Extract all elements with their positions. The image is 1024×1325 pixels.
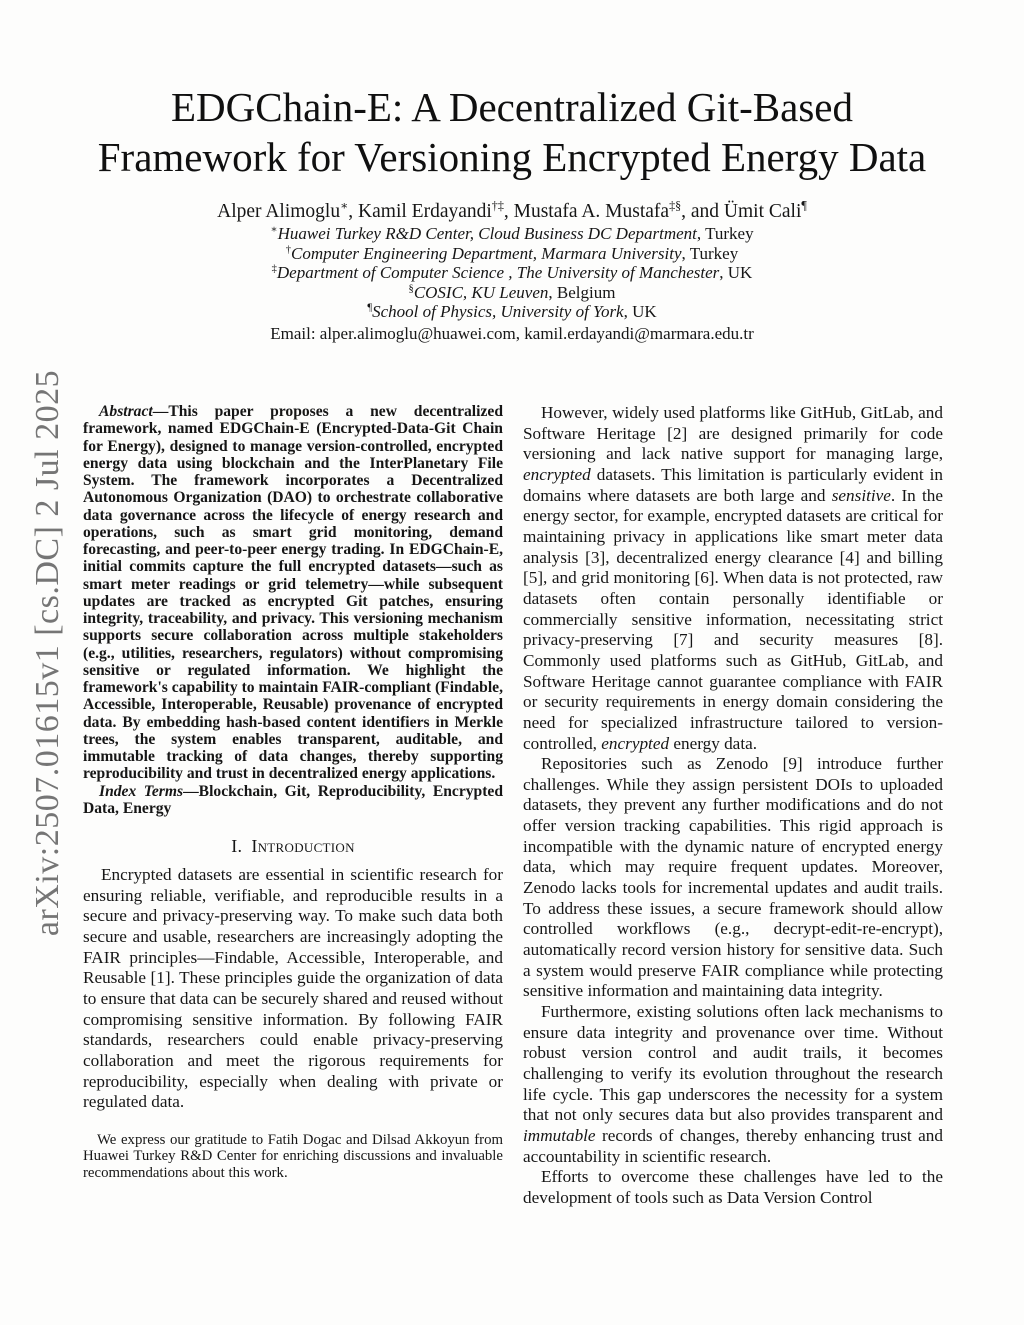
intro-paragraph-1: Encrypted datasets are essential in scientific research for ensuring reliable, verifiable, and reproducible results in a secure and privacy-preserving way. To make such data both secure and usable, researchers are increasingly adopting the FAIR principles—Findable, Accessible, Interoperable, and Reusable [1]. These principles guide the organization of data to ensure that data can be securely shared and reused without compromising sensitive information. By following FAIR standards, researchers could enable privacy-preserving collaboration and meet the rigorous requirements for reproducibility, especially when dealing with private or regulated data.	[83, 865, 503, 1112]
paper-title-line2: Framework for Versioning Encrypted Energy Data	[97, 134, 927, 180]
right-column	[523, 403, 943, 1209]
left-column	[83, 403, 503, 1196]
affiliation-manchester: ‡Department of Computer Science , The University of Manchester, UK	[271, 263, 753, 283]
authors-block	[0, 200, 1024, 344]
section-number: I.	[231, 836, 243, 856]
paper-title-line1: EDGChain-E: A Decentralized Git-Based	[171, 84, 853, 130]
section-heading-introduction	[83, 836, 503, 856]
acknowledgment-footnote: We express our gratitude to Fatih Dogac and Dilsad Akkoyun from Huawei Turkey R&D Center for enriching discussions and invaluable recommendations about this work.	[83, 1131, 503, 1182]
affiliation-kuleuven: §COSIC, KU Leuven, Belgium	[408, 282, 616, 302]
affiliation-york: ¶School of Physics, University of York, UK	[367, 302, 657, 322]
intro-paragraph-5: Efforts to overcome these challenges have led to the development of tools such as Data Version Control	[523, 1167, 943, 1207]
index-terms-paragraph: Index Terms—Blockchain, Git, Reproducibility, Encrypted Data, Energy	[83, 782, 503, 817]
abstract-paragraph: Abstract—This paper proposes a new decentralized framework, named EDGChain-E (Encrypted-Data-Git Chain for Energy), designed to manage version-controlled, encrypted energy data using blockchain and the InterPlanetary File System. The framework incorporates a Decentralized Autonomous Organization (DAO) to orchestrate collaborative data governance across the lifecycle of energy research and operations, such as smart grid monitoring, demand forecasting, and peer-to-peer energy trading. In EDGChain-E, initial commits capture the full encrypted datasets—such as smart meter readings or grid telemetry—while subsequent updates are tracked as encrypted Git patches, ensuring integrity, traceability, and privacy. This versioning mechanism supports secure collaboration across multiple stakeholders (e.g., utilities, researchers, regulators) without compromising sensitive or regulated information. We highlight the framework's capability to maintain FAIR-compliant (Findable, Accessible, Interoperable, Reusable) provenance of encrypted data. By embedding hash-based content identifiers in Merkle trees, the system enables transparent, auditable, and immutable tracking of data changes, thereby supporting reproducibility and trust in decentralized energy applications.	[83, 403, 503, 783]
intro-paragraph-3: Repositories such as Zenodo [9] introduce further challenges. While they assign persistent DOIs to uploaded datasets, they prevent any further modifications and do not offer version tracking capabilities. This rigid approach is incompatible with the dynamic nature of encrypted energy data, which may require frequent updates. Moreover, Zenodo lacks tools for incremental updates and audit trails. To address these issues, a secure framework should allow controlled workflows (e.g., decrypt-edit-re-encrypt), automatically record version history for sensitive data. Such a system would preserve FAIR compliance while protecting sensitive information and maintaining data integrity.	[523, 754, 943, 1001]
intro-paragraph-4: Furthermore, existing solutions often lack mechanisms to ensure data integrity and provenance over time. Without robust version control and audit trails, it becomes challenging to verify its evolution throughout the research life cycle. This gap underscores the necessity for a system that not only secures data but also provides transparent and immutable records of changes, thereby enhancing trust and accountability in scientific research.	[523, 1002, 943, 1166]
affiliation-marmara: †Computer Engineering Department, Marmara University, Turkey	[285, 243, 739, 263]
arxiv-watermark: arXiv:2507.01615v1 [cs.DC] 2 Jul 2025	[29, 369, 66, 937]
section-title: Introduction	[251, 836, 355, 856]
email-line: Email: alper.alimoglu@huawei.com, kamil.erdayandi@marmara.edu.tr	[270, 323, 754, 343]
authors-line: Alper Alimoglu∗, Kamil Erdayandi†‡, Mustafa A. Mustafa‡§, and Ümit Cali¶	[217, 198, 807, 222]
intro-paragraph-2: However, widely used platforms like GitHub, GitLab, and Software Heritage [2] are designed primarily for code versioning and lack native support for managing large, encrypted datasets. This limitation is particularly evident in domains where datasets are both large and sensitive. In the energy sector, for example, encrypted datasets are critical for maintaining privacy in applications like smart meter data analysis [3], decentralized energy clearance [4] and billing [5], and grid monitoring [6]. When data is not protected, raw datasets often contain personally identifiable or commercially sensitive information, necessitating strict privacy-preserving [7] and security measures [8]. Commonly used platforms such as GitHub, GitLab, and Software Heritage cannot guarantee compliance with FAIR or security requirements in energy domain considering the need for specialized infrastructure tailored to version-controlled, encrypted energy data.	[523, 403, 943, 753]
affiliation-huawei: ∗Huawei Turkey R&D Center, Cloud Business DC Department, Turkey	[270, 224, 754, 243]
paper-title	[0, 82, 1024, 182]
